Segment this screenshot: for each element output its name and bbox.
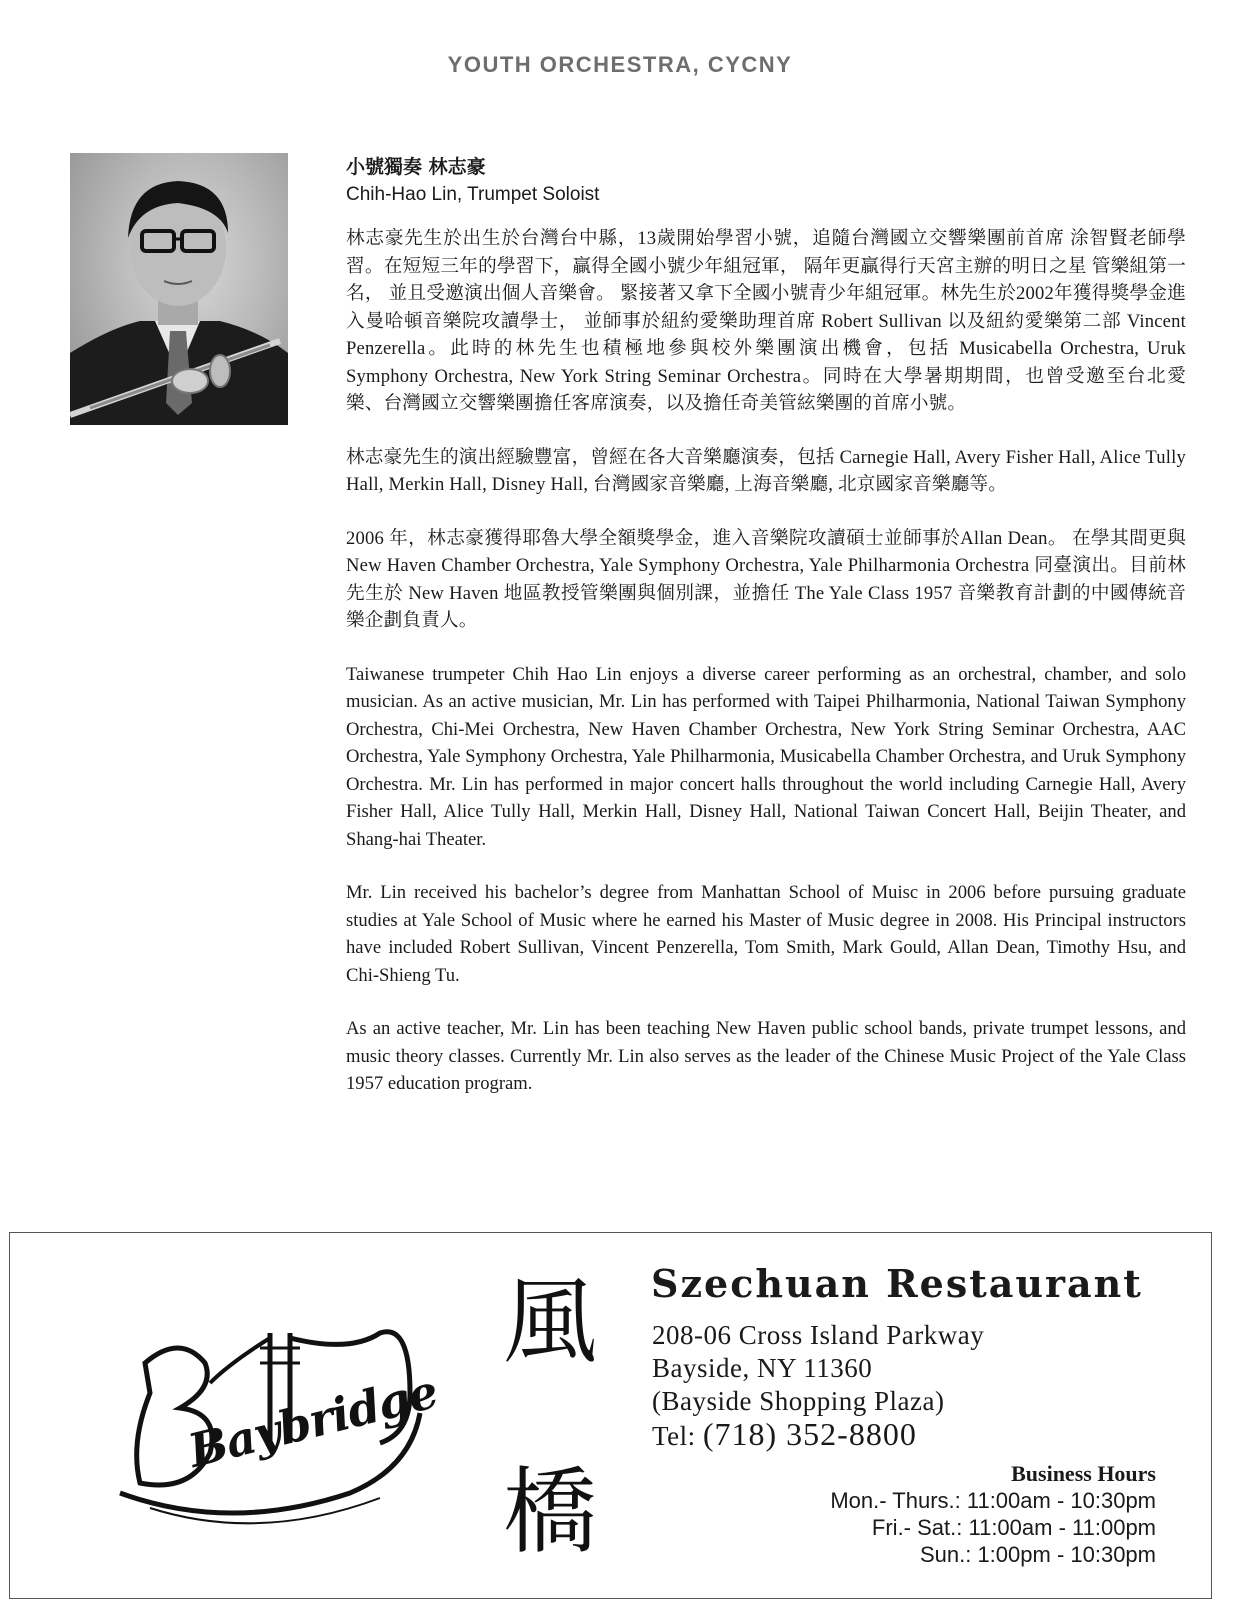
baybridge-logo-text: Baybridge	[183, 1364, 440, 1479]
baybridge-logo-icon	[110, 1293, 440, 1543]
portrait-photo-icon	[70, 153, 288, 425]
address-line: Bayside, NY 11360	[652, 1353, 873, 1383]
bio-paragraph: 林志豪先生於出生於台灣台中縣，13歲開始學習小號，追隨台灣國立交響樂團前首席 涂智賢老師學習。在短短三年的學習下，贏得全國小號少年組冠軍， 隔年更贏得行天宮主辦的明日之星 管樂組第一名， 並且受邀演出個人音樂會。 緊接著又拿下全國小號青少年組冠軍。林先生於2002年獲得獎學金進入曼哈頓音樂院攻讀學士， 並師事於紐約愛樂助理首席 Robert Sullivan 以及紐約愛樂第二部 Vincent Penzerella。此時的林先生也積極地參與校外樂團演出機會，包括 Musicabella Orchestra, Uruk Symphony Orchestra, New York String Seminar Orchestra。同時在大學暑期期間，也曾受邀至台北愛樂、台灣國立交響樂團擔任客席演奏，以及擔任奇美管絃樂團的首席小號。	[346, 228, 1186, 414]
restaurant-advertisement	[9, 1232, 1212, 1599]
address-line: (Bayside Shopping Plaza)	[652, 1386, 945, 1416]
soloist-name-english: Chih-Hao Lin, Trumpet Soloist	[346, 184, 600, 205]
restaurant-address	[652, 1319, 984, 1453]
bio-section	[346, 153, 1186, 1124]
bio-paragraph: 林志豪先生的演出經驗豐富，曾經在各大音樂廳演奏，包括 Carnegie Hall, Avery Fisher Hall, Alice Tully Hall, Merkin Hall, Disney Hall, 台灣國家音樂廳, 上海音樂廳, 北京國家音樂廳等。	[346, 446, 1186, 495]
tel-label: Tel:	[652, 1421, 696, 1451]
bio-paragraph: As an active teacher, Mr. Lin has been teaching New Haven public school bands, private trumpet lessons, and music theory classes. Currently Mr. Lin also serves as the leader of the Chinese Music Project of the Yale Class 1957 education program.	[346, 1018, 1186, 1094]
telephone	[652, 1418, 984, 1453]
bio-paragraph: 2006 年，林志豪獲得耶魯大學全額獎學金，進入音樂院攻讀碩士並師事於Allan Dean。 在學其間更與 New Haven Chamber Orchestra, Yale Symphony Orchestra, Yale Philharmonia Orchestra 同臺演出。目前林先生於 New Haven 地區教授管樂團與個別課，並擔任 The Yale Class 1957 音樂教育計劃的中國傳統音樂企劃負責人。	[346, 527, 1186, 631]
hours-line: Sun.: 1:00pm - 10:30pm	[919, 1542, 1156, 1567]
bio-paragraph: Taiwanese trumpeter Chih Hao Lin enjoys a diverse career performing as an orchestral, chamber, and solo musician. As an active musician, Mr. Lin has performed with Taipei Philharmonia, National Taiwan Symphony Orchestra, Chi-Mei Orchestra, New Haven Chamber Orchestra, New York String Seminar Orchestra, AAC Orchestra, Yale Symphony Orchestra, Yale Philharmonia, Musicabella Chamber Orchestra, and Uruk Symphony Orchestra. Mr. Lin has performed in major concert halls throughout the world including Carnegie Hall, Avery Fisher Hall, Alice Tully Hall, Merkin Hall, Disney Hall, National Taiwan Concert Hall, Beijin Theater, and Shang-hai Theater.	[346, 663, 1186, 850]
chinese-character-qiao: 橋	[502, 1458, 597, 1567]
hours-line: Fri.- Sat.: 11:00am - 11:00pm	[871, 1515, 1156, 1540]
tel-number: (718) 352-8800	[702, 1416, 917, 1452]
hours-line: Mon.- Thurs.: 11:00am - 10:30pm	[830, 1488, 1156, 1513]
chinese-character-feng: 風	[502, 1268, 597, 1377]
soloist-name-chinese: 小號獨奏 林志豪	[346, 156, 486, 178]
business-hours-title: Business Hours	[1011, 1461, 1156, 1486]
page-header: YOUTH ORCHESTRA, CYCNY	[447, 52, 793, 77]
address-line: 208-06 Cross Island Parkway	[652, 1320, 985, 1350]
business-hours	[830, 1461, 1156, 1568]
restaurant-name: Szechuan Restaurant	[651, 1261, 1143, 1306]
bio-paragraph: Mr. Lin received his bachelor’s degree from Manhattan School of Muisc in 2006 before pursuing graduate studies at Yale School of Music where he earned his Master of Music degree in 2008. His Principal instructors have included Robert Sullivan, Vincent Penzerella, Tom Smith, Mark Gould, Allan Dean, Timothy Hsu, and Chi-Shieng Tu.	[346, 882, 1186, 986]
